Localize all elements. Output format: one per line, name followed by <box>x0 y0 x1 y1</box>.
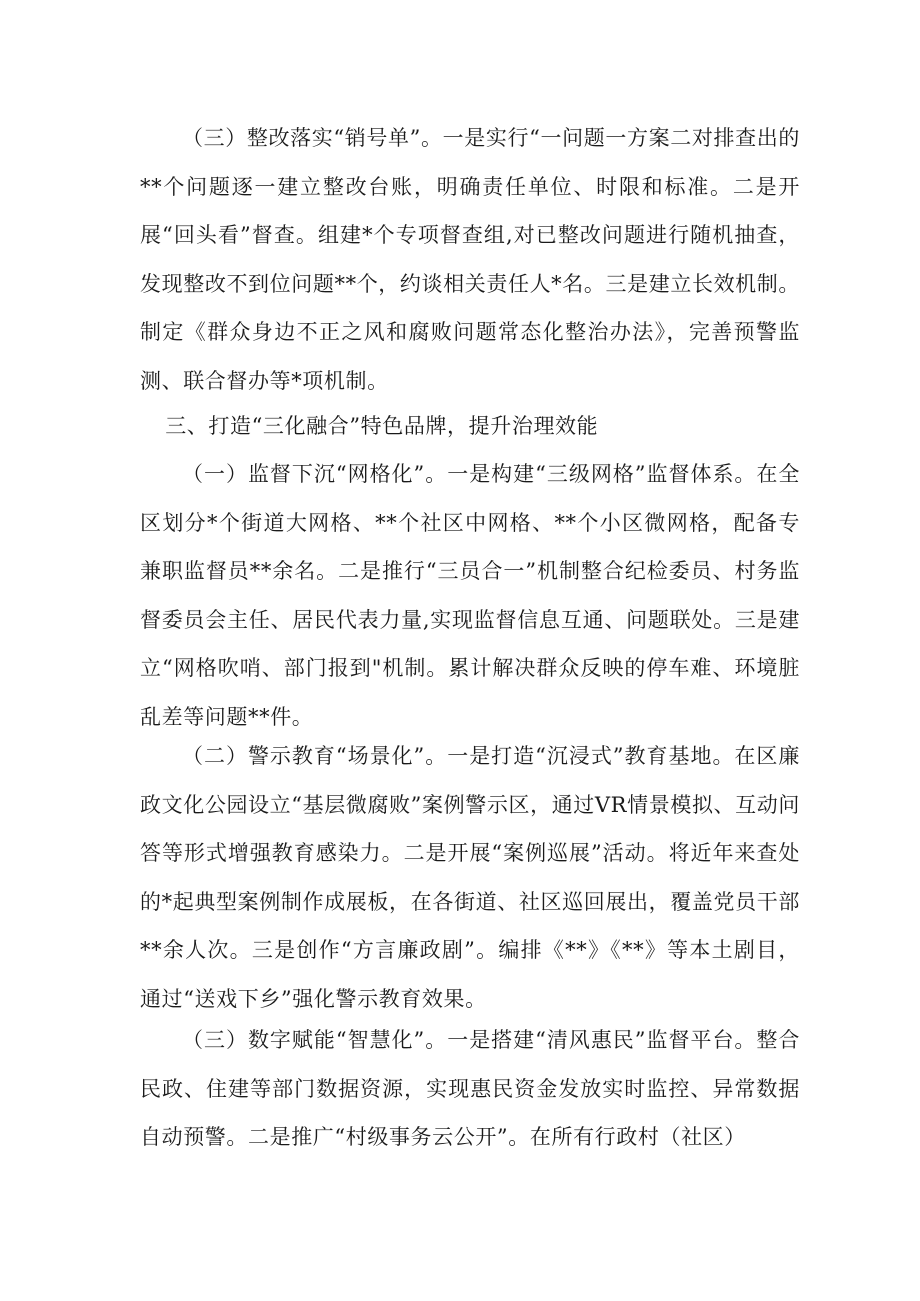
paragraph-rectification: （三）整改落实“销号单”。一是实行“一问题一方案二对排查出的**个问题逐一建立整改台账，明确责任单位、时限和标准。二是开展“回头看”督查。组建*个专项督查组,对已整改问题进行随机抽查，发现整改不到位问题**个，约谈相关责任人*名。三是建立长效机制。制定《群众身边不正之风和腐败问题常态化整治办法》，完善预警监测、联合督办等*项机制。 <box>140 126 800 393</box>
paragraph-warning-education: （二）警示教育“场景化”。一是打造“沉浸式”教育基地。在区廉政文化公园设立“基层微腐败”案例警示区，通过VR情景模拟、互动问答等形式增强教育感染力。二是开展“案例巡展”活动。将近年来查处的*起典型案例制作成展板，在各街道、社区巡回展出，覆盖党员干部**余人次。三是创作“方言廉政剧”。编排《**》《**》等本土剧目，通过“送戏下乡”强化警示教育效果。 <box>140 744 800 1011</box>
section-heading-three: 三、打造“三化融合”特色品牌，提升治理效能 <box>165 414 599 438</box>
paragraph-grid-supervision: （一）监督下沉“网格化”。一是构建“三级网格”监督体系。在全区划分*个街道大网格、**个社区中网格、**个小区微网格，配备专兼职监督员**余名。二是推行“三员合一”机制整合纪检委员、村务监督委员会主任、居民代表力量,实现监督信息互通、问题联处。三是建立“网格吹哨、部门报到"机制。累计解决群众反映的停车难、环境脏乱差等问题**件。 <box>140 462 800 729</box>
paragraph-digital-empowerment: （三）数字赋能“智慧化”。一是搭建“清风惠民”监督平台。整合民政、住建等部门数据资源，实现惠民资金发放实时监控、异常数据自动预警。二是推广“村级事务云公开”。在所有行政村（社区） <box>140 1028 800 1150</box>
